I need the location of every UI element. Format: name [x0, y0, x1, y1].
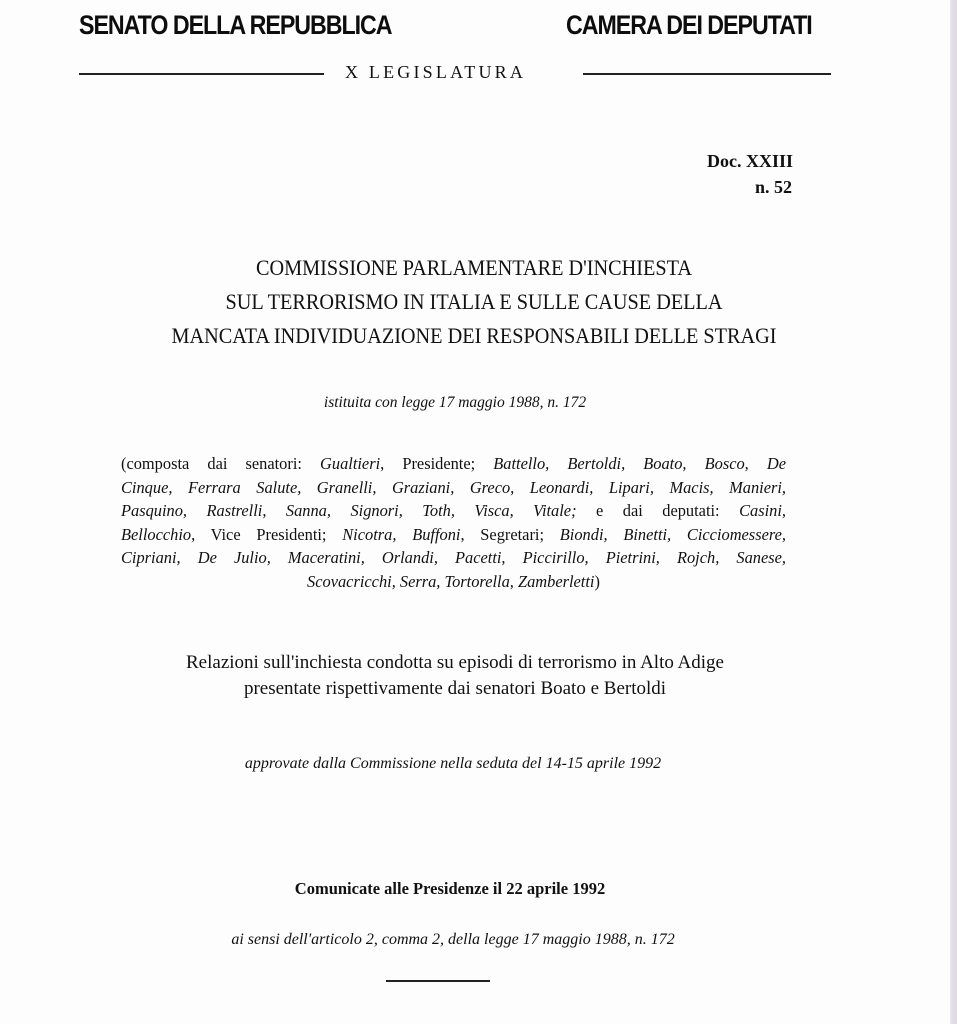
role-text: , Segretari; — [460, 524, 560, 544]
doc-series: Doc. XXIII — [706, 151, 793, 171]
doc-number: n. 52 — [754, 177, 792, 197]
title-line: SUL TERRORISMO IN ITALIA E SULLE CAUSE DELLA — [225, 289, 723, 314]
member-names: Scovacricchi, Serra, Tortorella, Zamberletti — [307, 571, 595, 591]
member-names: Biondi, Binetti, Cicciomessere, — [559, 524, 786, 544]
header-chamber: CAMERA DEI DEPUTATI — [566, 10, 812, 40]
member-names: Battello, Bertoldi, Boato, Bosco, De — [493, 454, 786, 473]
legislature-rule-left — [79, 73, 324, 75]
composition-line — [121, 523, 786, 547]
composition-line — [121, 546, 786, 570]
approval-note: approvate dalla Commissione nella seduta del 14-15 aprile 1992 — [244, 755, 662, 772]
composition-line — [121, 452, 786, 476]
doc-reference — [707, 148, 793, 200]
member-names: Bellocchio — [121, 524, 192, 544]
reports-line: Relazioni sull'inchiesta condotta su episodi di terrorismo in Alto Adige — [186, 652, 724, 673]
composition-line — [121, 570, 786, 594]
role-text: , Vice Presidenti; — [191, 524, 343, 544]
member-names: Gualtieri — [320, 454, 381, 473]
composition-line — [121, 476, 786, 500]
member-names: Casini, — [739, 501, 786, 520]
commission-composition — [121, 452, 786, 593]
role-text: (composta dai senatori: — [121, 454, 321, 473]
legal-basis: ai sensi dell'articolo 2, comma 2, della legge 17 maggio 1988, n. 172 — [231, 931, 675, 948]
header-senate: SENATO DELLA REPUBBLICA — [79, 10, 392, 40]
role-text: , Presidente; — [380, 454, 494, 473]
role-text: ) — [594, 571, 600, 591]
title-line: COMMISSIONE PARLAMENTARE D'INCHIESTA — [256, 255, 692, 280]
reports-line: presentate rispettivamente dai senatori Boato e Bertoldi — [243, 678, 667, 699]
legislature-rule-right — [583, 73, 831, 75]
role-text: e dai deputati: — [576, 501, 740, 520]
member-names: Cinque, Ferrara Salute, Granelli, Graziani, Greco, Leonardi, Lipari, Macis, Manieri, — [121, 477, 786, 497]
legislature-label: X LEGISLATURA — [345, 62, 527, 82]
composition-line — [121, 499, 786, 523]
title-line: MANCATA INDIVIDUAZIONE DEI RESPONSABILI DELLE STRAGI — [171, 323, 777, 348]
communication-date: Comunicate alle Presidenze il 22 aprile 1992 — [294, 879, 606, 898]
commission-title — [75, 251, 874, 353]
closing-rule — [386, 980, 490, 982]
member-names: Cipriani, De Julio, Maceratini, Orlandi, Pacetti, Piccirillo, Pietrini, Rojch, Sanese, — [121, 548, 786, 567]
member-names: Nicotra, Buffoni — [342, 524, 461, 544]
established-by-law: istituita con legge 17 maggio 1988, n. 172 — [323, 394, 587, 411]
reports-description — [0, 650, 910, 702]
scrollbar-track[interactable] — [950, 0, 957, 1024]
member-names: Pasquino, Rastrelli, Sanna, Signori, Toth, Visca, Vitale; — [121, 501, 577, 520]
